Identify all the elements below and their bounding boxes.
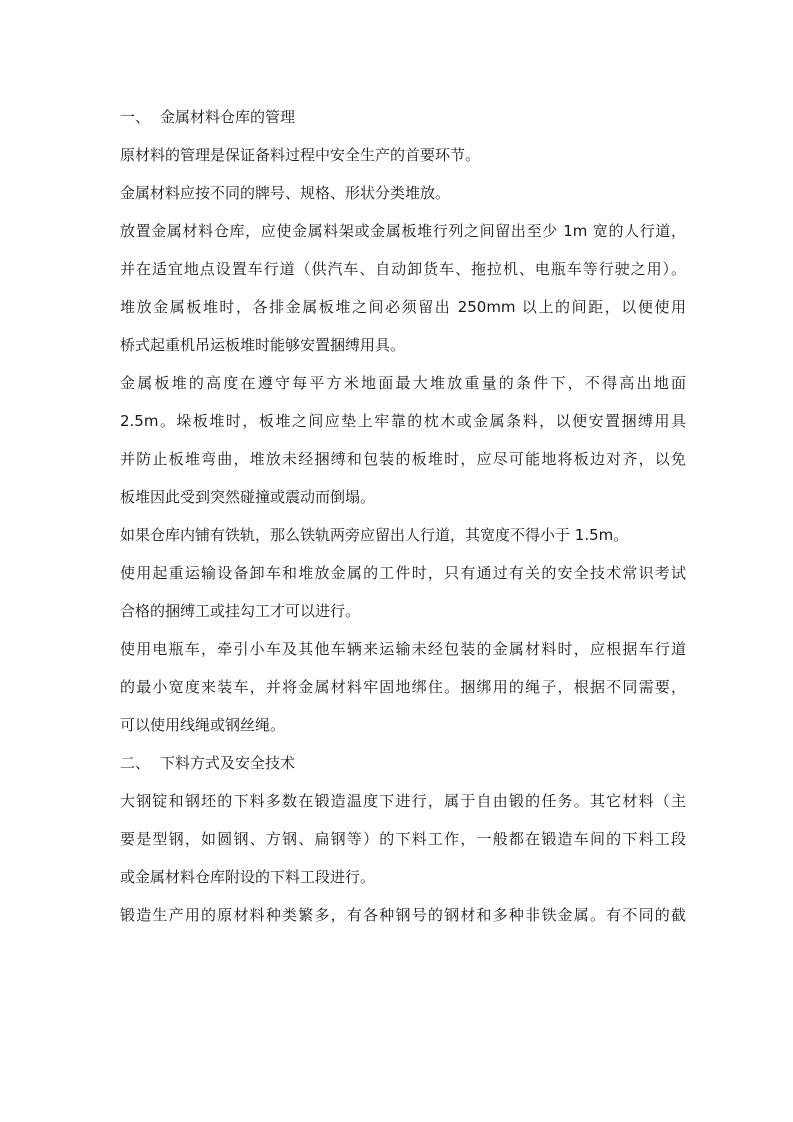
paragraph-line: 桥式起重机吊运板堆时能够安置捆缚用具。 xyxy=(120,336,406,354)
paragraph-line: 要是型钢，如圆钢、方钢、扁钢等）的下料工作，一般都在锻造车间的下料工段 xyxy=(120,830,686,848)
paragraph-line: 2.5m。垛板堆时，板堆之间应垫上牢靠的枕木或金属条料，以便安置捆缚用具 xyxy=(120,412,686,430)
section-heading-2 xyxy=(120,750,686,788)
section-number: 二、 xyxy=(120,754,151,772)
paragraph-line: 并在适宜地点设置车行道（供汽车、自动卸货车、拖拉机、电瓶车等行驶之用）。 xyxy=(120,260,686,278)
paragraph-line: 如果仓库内铺有铁轨，那么铁轨两旁应留出人行道，其宽度不得小于 1.5m。 xyxy=(120,526,629,544)
paragraph-line: 堆放金属板堆时，各排金属板堆之间必须留出 250mm 以上的间距，以便使用 xyxy=(120,298,686,316)
paragraph-line: 大钢锭和钢坯的下料多数在锻造温度下进行，属于自由锻的任务。其它材料（主 xyxy=(120,792,686,810)
paragraph-line: 金属材料应按不同的牌号、规格、形状分类堆放。 xyxy=(120,184,451,202)
section-number: 一、 xyxy=(120,108,151,126)
paragraph-line: 并防止板堆弯曲，堆放未经捆缚和包装的板堆时，应尽可能地将板边对齐，以免 xyxy=(120,450,686,468)
paragraph-line: 使用电瓶车，牵引小车及其他车辆来运输未经包装的金属材料时，应根据车行道 xyxy=(120,640,686,658)
paragraph-line: 使用起重运输设备卸车和堆放金属的工件时，只有通过有关的安全技术常识考试 xyxy=(120,564,686,582)
paragraph-line: 金属板堆的高度在遵守每平方米地面最大堆放重量的条件下，不得高出地面 xyxy=(120,374,686,392)
document-body xyxy=(120,104,686,940)
paragraph-line: 板堆因此受到突然碰撞或震动而倒塌。 xyxy=(120,488,376,506)
paragraph-line: 的最小宽度来装车，并将金属材料牢固地绑住。捆绑用的绳子，根据不同需要， xyxy=(120,678,686,696)
paragraph-line: 或金属材料仓库附设的下料工段进行。 xyxy=(120,868,376,886)
paragraph-line: 可以使用线绳或钢丝绳。 xyxy=(120,716,286,734)
paragraph-line: 放置金属材料仓库，应使金属料架或金属板堆行列之间留出至少 1m 宽的人行道， xyxy=(120,222,686,240)
paragraph-line: 合格的捆缚工或挂勾工才可以进行。 xyxy=(120,602,361,620)
paragraph-line: 锻造生产用的原材料种类繁多，有各种钢号的钢材和多种非铁金属。有不同的截 xyxy=(120,906,686,924)
section-title: 金属材料仓库的管理 xyxy=(160,108,296,126)
section-heading-1 xyxy=(120,104,686,142)
paragraph-line: 原材料的管理是保证备料过程中安全生产的首要环节。 xyxy=(120,146,481,164)
section-title: 下料方式及安全技术 xyxy=(160,754,296,772)
